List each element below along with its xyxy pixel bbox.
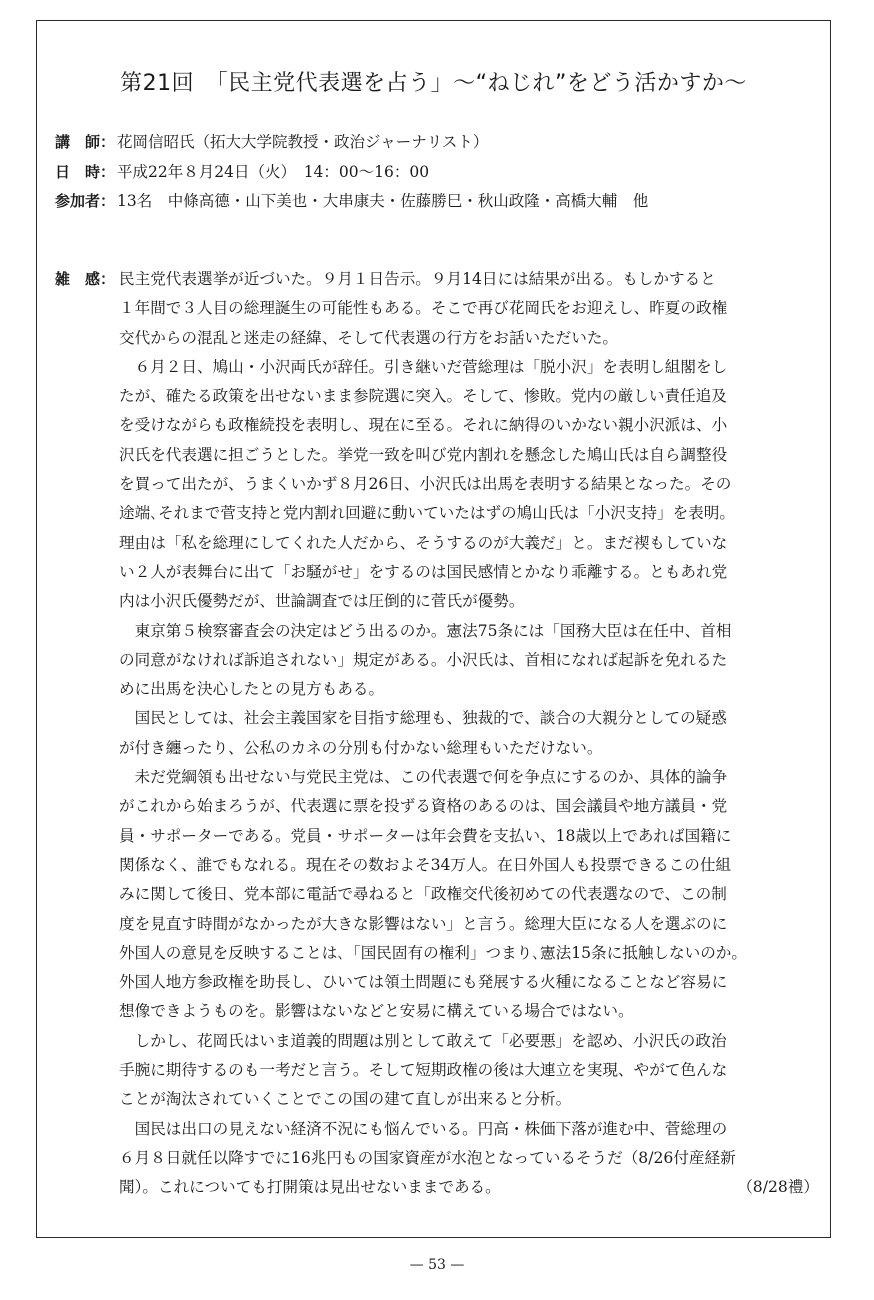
- body-line: ことが淘汰されていくことでこの国の建て直しが出来ると分析。: [119, 1090, 572, 1109]
- info-value: 花岡信昭氏（拓大大学院教授・政治ジャーナリスト）: [117, 133, 489, 151]
- body-line: みに関して後日、党本部に電話で尋ねると「政権交代後初めての代表選なので、この制: [119, 885, 727, 904]
- body-line: 交代からの混乱と迷走の経緯、そして代表選の行方をお話いただいた。: [119, 328, 619, 347]
- body-line: 手腕に期待するのも一考だと言う。そして短期政権の後は大連立を実現、やがて色んな: [119, 1061, 728, 1080]
- impressions-body: [119, 265, 819, 1203]
- body-line: 理由は「私を総理にしてくれた人だから、そうするのが大義だ」と。まだ禊もしていな: [119, 533, 728, 552]
- body-line: 外国人の意見を反映することは､「国民固有の権利」つまり､憲法15条に抵触しないのか。: [119, 943, 747, 962]
- body-line: 度を見直す時間がなかったが大きな影響はない」と言う。総理大臣になる人を選ぶのに: [119, 914, 728, 933]
- info-label: 日 時：: [55, 162, 116, 181]
- body-line: い２人が表舞台に出て「お騒がせ」をするのは国民感情とかなり乖離する。ともあれ党: [119, 562, 728, 581]
- info-value: 平成22年８月24日（火） 14：00〜16：00: [117, 162, 430, 181]
- body-line: 員・サポーターである。党員・サポーターは年会費を支払い、18歳以上であれば国籍に: [119, 826, 732, 845]
- session-info: [55, 128, 648, 217]
- body-line: たが、確たる政策を出せないまま参院選に突入。そして、惨敗。党内の厳しい責任追及: [119, 387, 727, 406]
- body-line: 未だ党綱領も出せない与党民主党は、この代表選で何を争点にするのか、具体的論争: [119, 768, 728, 787]
- body-line: 関係なく、誰でもなれる。現在その数およそ34万人。在日外国人も投票できるこの仕組: [119, 855, 732, 874]
- body-line: 沢氏を代表選に担ごうとした。挙党一致を叫び党内割れを懸念した鳩山氏は自ら調整役: [119, 445, 728, 464]
- body-line: 外国人地方参政権を助長し、ひいては領土問題にも発展する火種になることなど容易に: [119, 973, 728, 992]
- body-line: 東京第５検察審査会の決定はどう出るのか。憲法75条には「国務大臣は在任中、首相: [119, 621, 732, 640]
- info-row-participants: [55, 187, 648, 217]
- body-line: ６月２日、鳩山・小沢両氏が辞任。引き継いだ菅総理は「脱小沢」を表明し組閣をし: [119, 357, 728, 376]
- document-frame: [36, 20, 831, 1238]
- body-line: めに出馬を決心したとの見方もある。: [119, 680, 385, 699]
- page-number: — 53 —: [409, 1257, 465, 1273]
- body-line: を受けながらも政権続投を表明し、現在に至る。それに納得のいかない親小沢派は、小: [119, 416, 728, 435]
- body-line: 聞）。これについても打開策は見出せないままである。: [119, 1178, 501, 1197]
- info-label: 講 師：: [55, 133, 116, 151]
- body-line: 想像できようものを。影響はないなどと安易に構えている場合ではない。: [119, 1002, 634, 1021]
- body-line: 国民は出口の見えない経済不況にも悩んでいる。円高・株価下落が進む中、菅総理の: [119, 1119, 728, 1138]
- body-line: がこれから始まろうが、代表選に票を投ずる資格のあるのは、国会議員や地方議員・党: [119, 797, 728, 816]
- body-line: が付き纏ったり、公私のカネの分別も付かない総理もいただけない。: [119, 738, 603, 757]
- author-signoff: （8/28禮）: [737, 1178, 819, 1197]
- body-line: しかし、花岡氏はいま道義的問題は別として敢えて「必要悪」を認め、小沢氏の政治: [119, 1031, 727, 1050]
- body-line: 国民としては、社会主義国家を目指す総理も、独裁的で、談合の大親分としての疑惑: [119, 709, 727, 728]
- body-line: の同意がなければ訴追されない」規定がある。小沢氏は、首相になれば起訴を免れるた: [119, 650, 728, 669]
- page-title: 第21回 「民主党代表選を占う」〜“ねじれ”をどう活かすか〜: [120, 71, 747, 96]
- body-line: 内は小沢氏優勢だが、世論調査では圧倒的に菅氏が優勢。: [119, 592, 525, 611]
- info-row-datetime: [55, 158, 648, 188]
- impressions-label: 雑 感：: [55, 270, 116, 288]
- body-line: １年間で３人目の総理誕生の可能性もある。そこで再び花岡氏をお迎えし、昨夏の政権: [119, 299, 728, 318]
- info-row-lecturer: [55, 128, 648, 158]
- body-line: 民主党代表選挙が近づいた。９月１日告示。９月14日には結果が出る。もしかすると: [119, 270, 716, 288]
- body-line: 途端､それまで菅支持と党内割れ回避に動いていたはずの鳩山氏は「小沢支持」を表明。: [119, 504, 735, 523]
- body-line: ６月８日就任以降すでに16兆円もの国家資産が水泡となっているそうだ（8/26付産経新: [119, 1148, 736, 1167]
- body-line-last: [119, 1173, 819, 1202]
- info-value: 13名 中條高德・山下美也・大串康夫・佐藤勝巳・秋山政隆・高橋大輔 他: [117, 192, 649, 210]
- info-label: 参加者：: [55, 192, 116, 210]
- body-line: を買って出たが、うまくいかず８月26日、小沢氏は出馬を表明する結果となった。その: [119, 475, 732, 494]
